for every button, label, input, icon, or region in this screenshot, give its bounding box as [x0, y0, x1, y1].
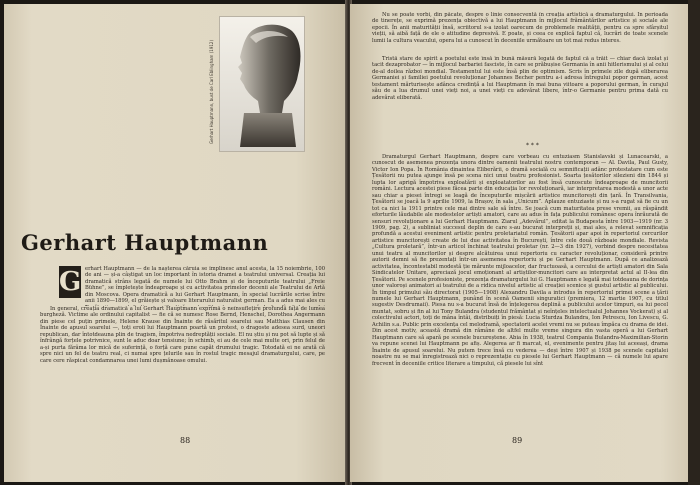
page-number: 89: [512, 436, 523, 445]
right-page: [350, 4, 688, 482]
right-paragraph-2: Tristă stare de spirit a poetului este însă în bună măsură legată de faptul că a trăit — chiar dacă izolat și tacit dezaprobator — în mijlocul barbariei fasciste, în care se prăbușise Germania în anii hitlerismului și al celui de-al doilea război mondial. Testamentul lui este însă plin de optimism. Scris în primele zile după eliberarea Germaniei și familiei poetului revoluționar Johannes Becher pentru a-i adresa întregului popor german, acest testament mărturisește adânca credință a lui Hauptmann în mai buna viitoare a poporului german, în curajul său de a lua drumul unei vieți noi, a unei vieți cu adevărat libere, într-o Germanie pentru prima dată cu adevărat eliberată.: [372, 56, 668, 101]
photo-caption: Gerhart Hauptmann, bust de Carl Eblingham (1912): [209, 39, 214, 144]
article-title: Gerhart Hauptmann: [21, 230, 269, 255]
right-paragraph-3: Dramaturgul Gerhart Hauptmann, despre care vorbeau cu entuziasm Stanislavski și Lunacearski, a cunoscut de asemenea prezența unora dintre oamenii teatrului nostru contemporan — Al. Davila, Paul Gusty, Victor Ion Popa. În România dinaintea Eliberării, o dramă socială cu semnificații adânc protestatare cum este Țesătorii nu putea ajunge însă pe scena nici unui teatru profesionist. Soarta țesătorilor silezieni din 1844 și lupta lor aprigă împotriva exploatării și exploatatorilor au fost însă cunoscute îndeaproape de muncitorii români. Lectura acestei piese făcea parte din educația lor revoluționară, iar interpretarea modestă a unor acte sau chiar a piesei întregi se leagă de începuturile mișcării artistice muncitorești din țară. În Transilvania, Țesătorii se joacă la 9 aprilie 1909, la Brașov, în sala „Unicum”. Aplauze entuziaste și nu s-a rugat să fie cu un tot ca nici la 1911 printre cele mai dintre sale să între. Se joacă cum maturitatea prese vremii, au răspândit eforturile lăudabile ale modestelor artiști amatori, care au adus în fața publicului românesc opera înrăurată de sensuri revoluționare a lui Gerhart Hauptmann. Ziarul „Adevărul”, editat la Budapesta între 1903—1919 (nr. 3 1909, pag. 2), a subliniat succesul deplin de care s-au bucurat interpreții și, mai ales, a relevat semnificația profundă a acestui eveniment artistic pentru proletariatul român. Țesătorii apar apoi în repertoriul cercurilor artistice muncitorești create de lui due activitatea în București, între cele două războaie mondiale. Revista „Cultura proletară”, într-un articol închinat teatrului proletar (nr. 2—3 din 1927), vorbind despre necesitatea unui teatru al muncitorilor și despre alcătuirea unui repertoriu cu caracter revoluționar, consideră printre autorii demni să fie prezentați într-un asemenea repertoriu și pe Gerhart Hauptmann. După ce analizează activitatea, încontestabil modestă ție mărunte mijloacelor, dar fructuoasă, a cercului de artiști amatori din Sala Sindicatelor Unitare, apreciază jocul emoționant al artiștilor-muncitori care au interpretat actul al II-lea din Țesătorii. Pe scenele profesioniste, prezența dramaturgului lui G. Hauptmann e legată mai totdeauna de dorința unor valoroși animatori ai teatrului de a ridica nivelul artistic al creației scenice și gustul artistic al publicului. În timpul primului său directorat (1905—1908) Alexandru Davila a introdus în repertoriul primei scene a țării numele lui Gerhart Hauptmann, punând în scenă Oamenii singuratici (premiera, 12 martie 1907, cu titlul sugestiv Desdrumaii). Piesa nu s-a bucurat însă de înțelegerea deplină a publicului acelor timpuri, ea lui pecel muntat, sobru și fin al lui Tony Bulandra (studentul frământat și neînțeles intelectualul Johannes Vockerat) și al colectivului actori, toți de mâna întâi, distribuiți în piesă: Lucia Sturdza Bulandra, Ion Petrescu, Ion Livescu, G. Achilin s.a. Public prin excelența cel melodramă, spectatorii acelei vremi nu se puteau împăca cu drama de idei. Din acest motiv, această dramă din rămâne de altfel multe vreme singura din vasta operă a lui Gerhart Hauptmann care să apară pe scenele bucureștene. Abia în 1938, teatrul Compania Bulandra-Maximilian-Storin va repune scenei lui Hauptmann pe afiș. Alegerea ar fi marcat, el, evenimente pentru jitaș lui aceeași, drama Înainte de apusul soarelui. Nu putem trece însă cu vederea — deși între 1907 și 1938 pe scenele capitalei noastre nu se mai înregistrează nici o reprezentație cu piesele lui Gerhart Hauptmann — că numele lui apare frecvent în deceniile critice literare a timpului, că piesele lui sînt: [372, 154, 668, 367]
intro-paragraph: erhart Hauptmann — de la nașterea căruia se împlinesc anul acesta, la 15 noiembrie, 100 de ani — și-a câștigat un loc important în istoria dramei a teatrului universal. Creația lui dramatică strâns legată de numele lui Otto Brahm și de începuturile teatrului „Freie Bühne”, se împletește îndeaproape și cu activitatea primelor decenii ale Teatrului de Artă din Moscova. Opera dramatică a lui Gerhart Hauptmann, în special lucrările scrise între anii 1890—1899, el grăiește și valoare literarului naturalist german. Ea a adus mai ales cu: [85, 266, 325, 305]
right-paragraph-1: Nu se poate vorbi, din păcate, despre o linie consecventă în creația artistică a dramaturgului. În perioada de tinerețe, se exprimă prezența obiectivă a lui Hauptmann în mijlocul frământărilor artistice și sociale ale epocii. În anii maturității însă, scriitorul s-a izolat oarecum de problemele realității, pentru ca spre sfârșitul vieții, să aibă față de ele o atitudine depresivă. E poate, și ceea ce explică faptul că, lucrări de toate scenele lumii la cultura veacului, opera lui a cunoscut în deceniile următoare un tot mai redus interes.: [372, 12, 668, 44]
bust-photo: [219, 16, 305, 152]
body-paragraph: În general, creația dramatică a lui Gerhart Hauptmann exprimă o neînsuflețire profundă față de lumea burgheză. Victime ale ordinului capitalist — fie că se numesc Rose Bernd, Henschel, Dorothea Angermann din piese cel puțin primele, Helene Krause din Înainte de răsăritul soarelui sau Matthias Clausen din Înainte de apusul soarelui —, toți eroii lui Hauptmann poartă un protest, o dragoste adesea surd, uneori republican, dar întotdeauna plin de tragism, împotriva nedreptății sociale. El nu știu și nu pot să lupte și să înfrângă forțele potrivnice, sunt le aduc doar tensiune; în schimb, ei au de cele mai multe ori, prin felul de a-și purta fărâma lor mică de suferință, o forță care pune capăt drumului tragic. Totodată ei ne arată că spre nici un fel de teatru real, ci numai spre țelurile sau în rostul tragic mesajul dramaturgului, care, pe care cere răspicat condamnarea unei lumi dușmănoase omului.: [40, 306, 325, 364]
section-separator: * * *: [526, 142, 539, 149]
left-page: [4, 4, 347, 482]
drop-cap: G: [59, 267, 82, 297]
page-number: 88: [180, 436, 191, 445]
page-edge: [688, 0, 700, 485]
